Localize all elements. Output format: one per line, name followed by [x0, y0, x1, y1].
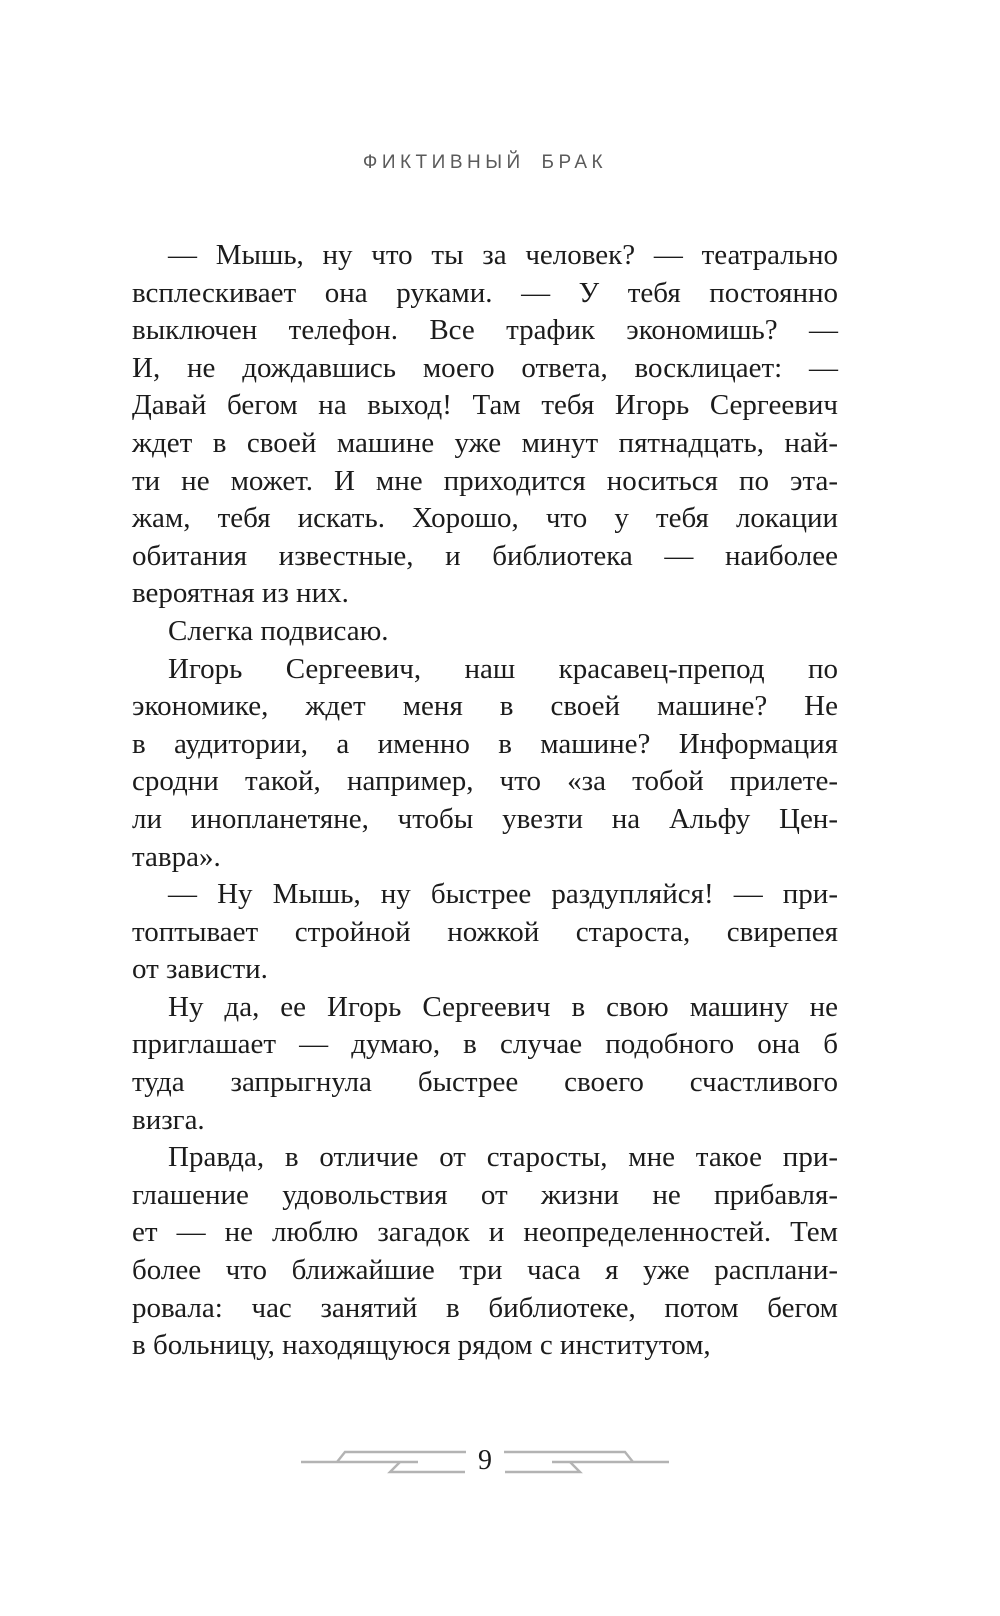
text-line: вероятная из них. [132, 577, 349, 610]
text-line: Игорь Сергеевич, наш красавец-препод по [168, 652, 838, 685]
text-line: обитания известные, и библиотека — наиболее [132, 539, 838, 572]
page-number: 9 [478, 1445, 492, 1476]
text-line: экономике, ждет меня в своей машине? Не [132, 690, 838, 723]
paragraph [132, 613, 838, 651]
text-line: глашение удовольствия от жизни не прибавля- [132, 1178, 838, 1211]
paragraph [132, 989, 838, 1139]
paragraph [132, 651, 838, 877]
page-text [132, 237, 838, 1365]
text-line: тавра». [132, 840, 221, 873]
text-line: ждет в своей машине уже минут пятнадцать, най- [132, 426, 838, 459]
text-line: приглашает — думаю, в случае подобного она б [132, 1028, 838, 1061]
text-line: в больницу, находящуюся рядом с институтом, [132, 1329, 711, 1362]
text-line: в аудитории, а именно в машине? Информация [132, 727, 838, 760]
text-line: более что ближайшие три часа я уже расплани- [132, 1254, 838, 1287]
text-line: визга. [132, 1103, 205, 1136]
paragraph [132, 237, 838, 613]
text-line: Слегка подвисаю. [168, 614, 389, 647]
text-line: — Мышь, ну что ты за человек? — театрально [168, 239, 838, 271]
text-line: от зависти. [132, 953, 268, 986]
text-line: топтывает стройной ножкой староста, свирепея [132, 915, 838, 948]
text-line: туда запрыгнула быстрее своего счастливого [132, 1066, 838, 1099]
text-line: ли инопланетяне, чтобы увезти на Альфу Цен- [132, 802, 838, 835]
paragraph [132, 876, 838, 989]
running-head: ФИКТИВНЫЙ БРАК [362, 152, 608, 173]
text-line: выключен телефон. Все трафик экономишь? — [132, 314, 838, 347]
text-line: жам, тебя искать. Хорошо, что у тебя локации [132, 502, 838, 535]
text-line: всплескивает она руками. — У тебя постоянно [132, 276, 838, 309]
text-line: ровала: час занятий в библиотеке, потом бегом [132, 1291, 838, 1324]
text-line: сродни такой, например, что «за тобой прилете- [132, 765, 838, 798]
text-line: Давай бегом на выход! Там тебя Игорь Сергеевич [132, 389, 838, 422]
page-footer [132, 1440, 838, 1484]
paragraph [132, 1139, 838, 1365]
text-line: — Ну Мышь, ну быстрее раздупляйся! — при- [168, 878, 838, 911]
text-line: Правда, в отличие от старосты, мне такое при- [168, 1141, 838, 1174]
ribbon-flourish-icon-mirrored [503, 1450, 670, 1474]
text-line: ти не может. И мне приходится носиться по эта- [132, 464, 838, 497]
text-line: И, не дождавшись моего ответа, восклицает: — [132, 351, 838, 384]
text-line: ет — не люблю загадок и неопределенностей. Тем [132, 1216, 838, 1249]
text-line: Ну да, ее Игорь Сергеевич в свою машину не [168, 990, 838, 1023]
ribbon-flourish-icon [300, 1450, 467, 1474]
